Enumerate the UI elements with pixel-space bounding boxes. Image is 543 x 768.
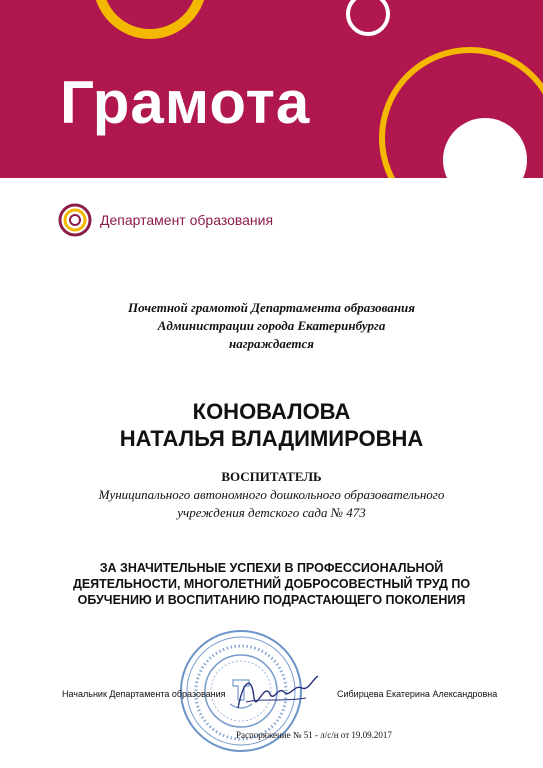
header-banner <box>0 0 543 178</box>
institution-line: Муниципального автономного дошкольного образовательного <box>98 487 445 502</box>
reason-line: ОБУЧЕНИЮ И ВОСПИТАНИЮ ПОДРАСТАЮЩЕГО ПОКОЛЕНИЯ <box>77 593 466 607</box>
department-name: Департамент образования <box>100 212 274 228</box>
handwritten-signature-icon <box>232 668 322 718</box>
recipient-given-names: НАТАЛЬЯ ВЛАДИМИРОВНА <box>119 426 424 451</box>
institution-line: учреждения детского сада № 473 <box>177 505 366 520</box>
reason-line: ЗА ЗНАЧИТЕЛЬНЫЕ УСПЕХИ В ПРОФЕССИОНАЛЬНОЙ <box>99 561 444 575</box>
recipient-institution <box>0 486 543 522</box>
recipient-name <box>0 398 543 452</box>
intro-line: Почетной грамотой Департамента образования <box>128 300 415 315</box>
reason-line: ДЕЯТЕЛЬНОСТИ, МНОГОЛЕТНИЙ ДОБРОСОВЕСТНЫЙ ТРУД ПО <box>72 577 471 591</box>
award-reason <box>0 560 543 608</box>
signatory-name: Сибирцева Екатерина Александровна <box>337 689 498 699</box>
award-intro <box>0 299 543 353</box>
recipient-surname: КОНОВАЛОВА <box>192 399 351 424</box>
decor-ring-top-left <box>98 0 202 34</box>
signatory-title: Начальник Департамента образования <box>62 689 226 699</box>
department-header <box>58 203 273 237</box>
certificate-title: Грамота <box>60 69 311 136</box>
intro-line: Администрации города Екатеринбурга <box>157 318 386 333</box>
recipient-position: ВОСПИТАТЕЛЬ <box>221 469 322 484</box>
order-reference: Распоряжение № 51 - л/с/н от 19.09.2017 <box>236 730 392 740</box>
intro-line: награждается <box>228 336 315 351</box>
decor-ring-small-white <box>348 0 388 34</box>
decor-dot-white <box>443 118 527 178</box>
department-rings-logo-icon <box>58 203 92 237</box>
